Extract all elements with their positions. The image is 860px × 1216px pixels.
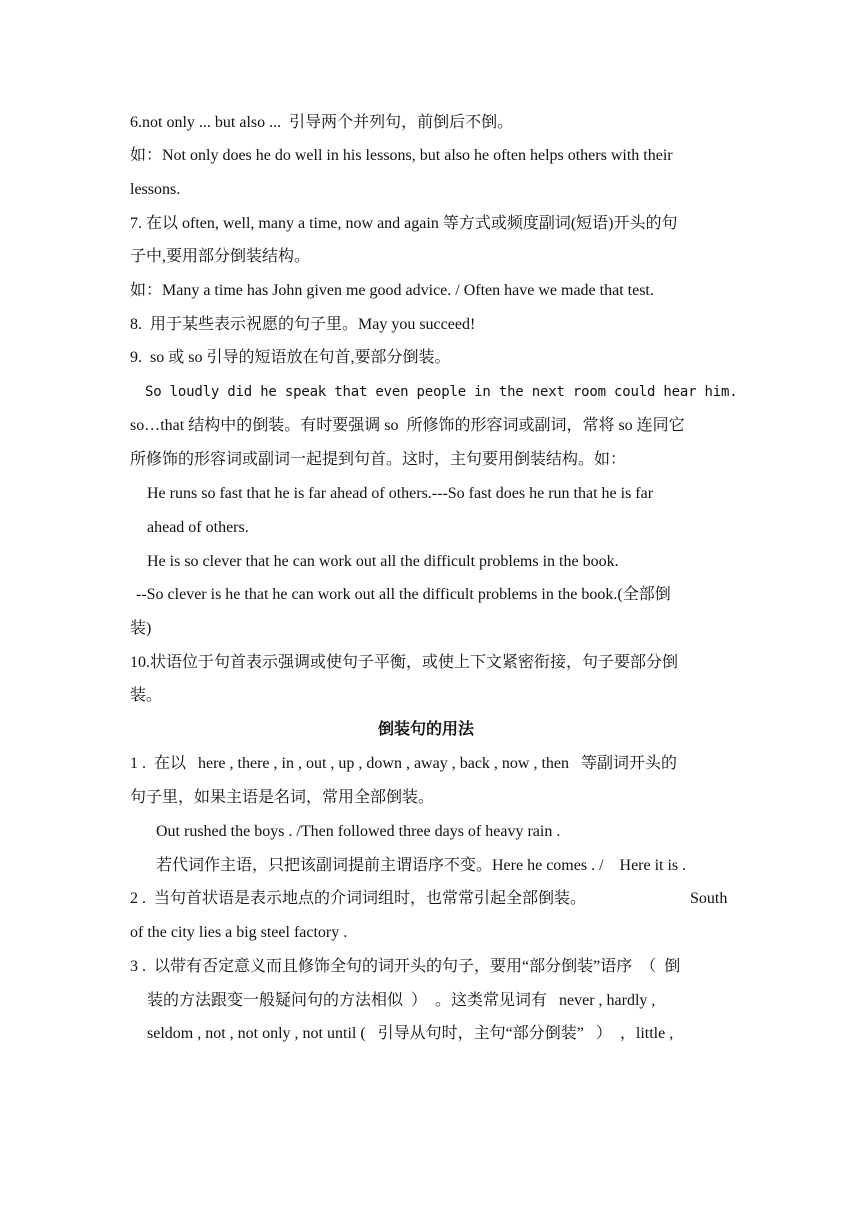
rule-10-line-1: 10.状语位于句首表示强调或使句子平衡，或使上下文紧密衔接，句子要部分倒 — [130, 654, 679, 671]
so-that-line-2: 所修饰的形容词或副词一起提到句首。这时，主句要用倒装结构。如： — [130, 451, 627, 468]
usage-3-line-1: 3 . 以带有否定意义而且修饰全句的词开头的句子，要用“部分倒装”语序 （ 倒 — [130, 958, 681, 975]
so-that-line-1: so…that 结构中的倒装。有时要强调 so 所修饰的形容词或副词，常将 so 连同它 — [130, 417, 685, 434]
so-that-example-2b: --So clever is he that he can work out all the difficult problems in the book.(全部倒 — [136, 586, 671, 603]
rule-10-line-2: 装。 — [130, 687, 163, 704]
section-title: 倒装句的用法 — [378, 721, 475, 738]
usage-3-line-3: seldom , not , not only , not until ( 引导从句时，主句“部分倒装” ） ，little , — [147, 1025, 674, 1042]
usage-3-line-2: 装的方法跟变一般疑问句的方法相似 ） 。这类常见词有 never , hardly , — [147, 992, 656, 1009]
usage-2-line-2: of the city lies a big steel factory . — [130, 924, 348, 941]
usage-1-line-2: 句子里，如果主语是名词，常用全部倒装。 — [130, 789, 435, 806]
so-that-example-1a: He runs so fast that he is far ahead of others.---So fast does he run that he is far — [147, 485, 654, 502]
so-that-example-1b: ahead of others. — [147, 519, 249, 536]
usage-1-example-2: 若代词作主语，只把该副词提前主谓语序不变。Here he comes . / Here it is . — [156, 857, 687, 874]
rule-7-line-2: 子中,要用部分倒装结构。 — [130, 248, 311, 265]
rule-6-line: 6.not only ... but also ... 引导两个并列句，前倒后不倒。 — [130, 114, 514, 131]
rule-7-line-1: 7. 在以 often, well, many a time, now and again 等方式或频度副词(短语)开头的句 — [130, 215, 678, 232]
usage-2-line-1: 2 . 当句首状语是表示地点的介词词组时，也常常引起全部倒装。 — [130, 890, 587, 907]
so-that-example-2a: He is so clever that he can work out all the difficult problems in the book. — [147, 553, 619, 570]
rule-6-example-line-2: lessons. — [130, 181, 181, 198]
rule-9-example: So loudly did he speak that even people in the next room could hear him. — [145, 384, 738, 400]
usage-1-example-1: Out rushed the boys . /Then followed three days of heavy rain . — [156, 823, 561, 840]
rule-9-line: 9. so 或 so 引导的短语放在句首,要部分倒装。 — [130, 349, 451, 366]
so-that-example-2c: 装) — [130, 620, 152, 637]
usage-2-line-1-tail: South — [690, 890, 728, 907]
rule-7-example: 如：Many a time has John given me good advice. / Often have we made that test. — [130, 282, 654, 299]
usage-1-line-1: 1 . 在以 here , there , in , out , up , down , away , back , now , then 等副词开头的 — [130, 755, 678, 772]
rule-8-line: 8. 用于某些表示祝愿的句子里。May you succeed! — [130, 316, 476, 333]
rule-6-example-line-1: 如：Not only does he do well in his lessons, but also he often helps others with their — [130, 147, 673, 164]
